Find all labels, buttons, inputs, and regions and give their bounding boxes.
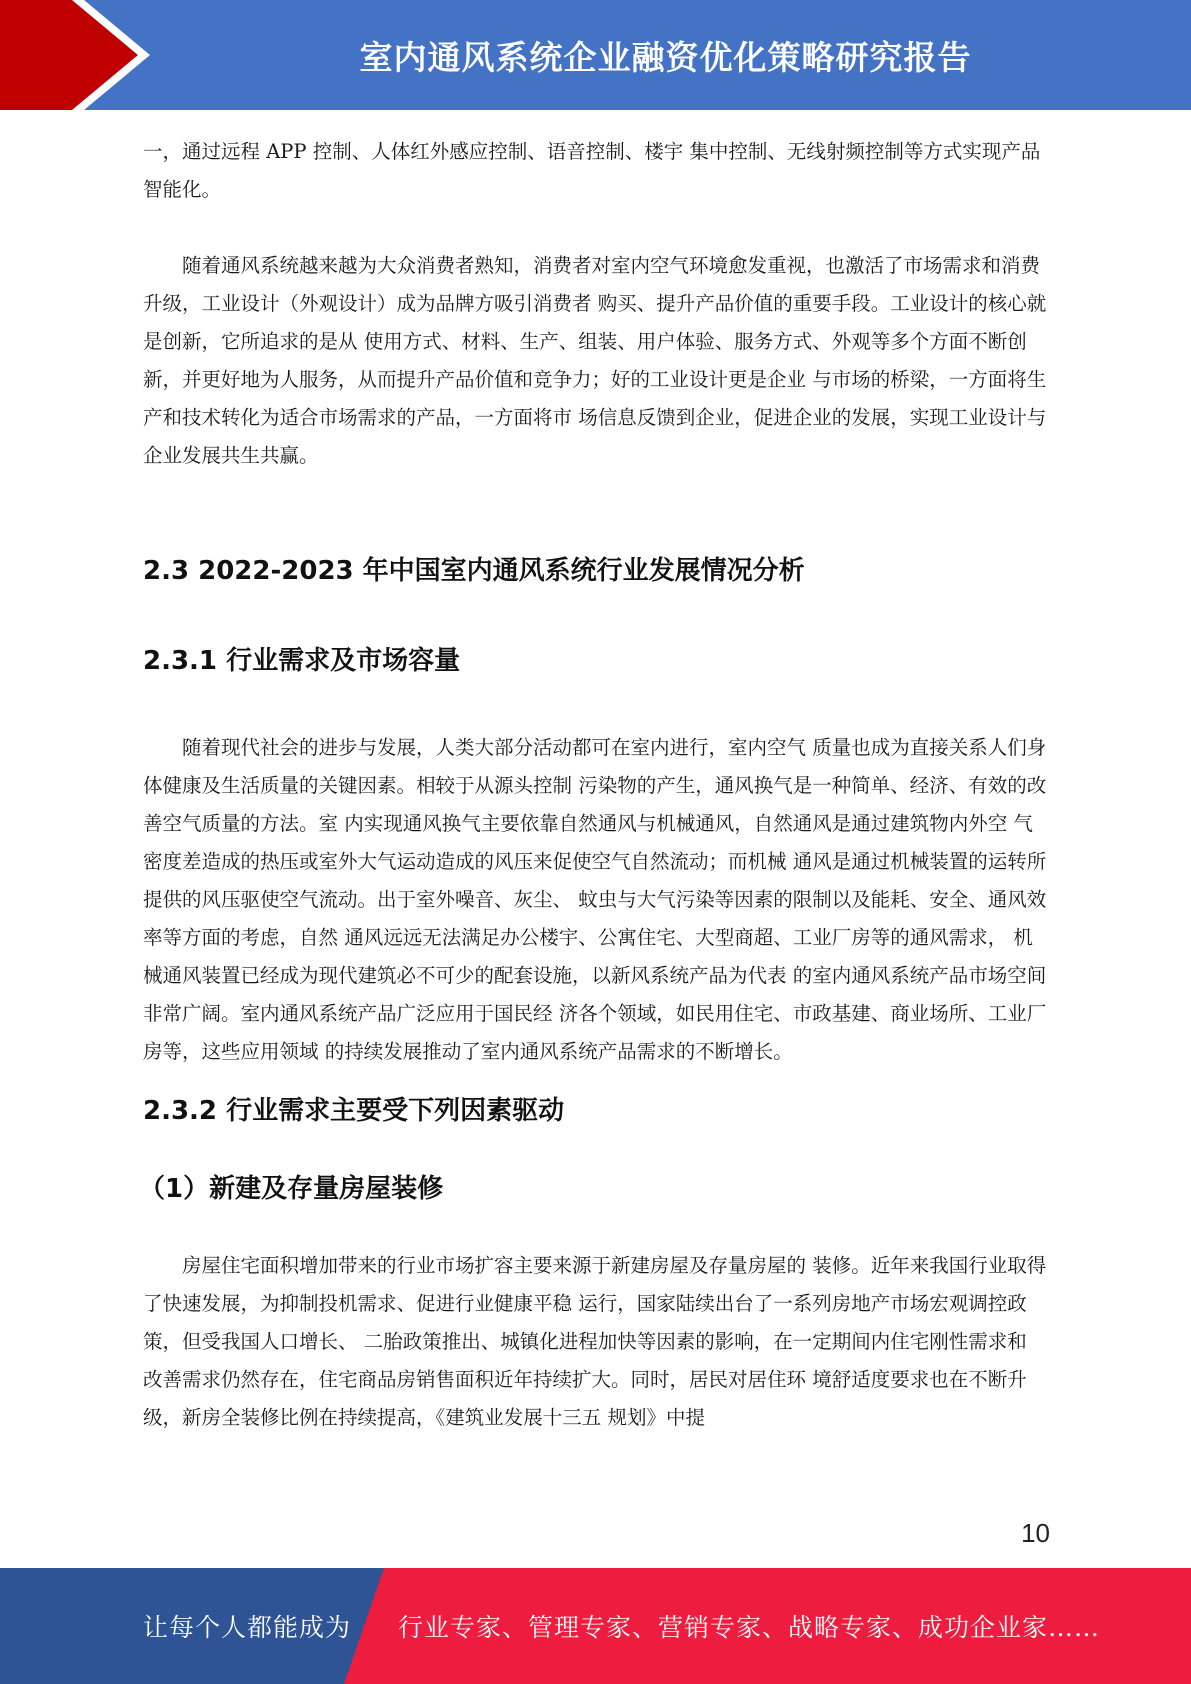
paragraph-intelligent-control: 一，通过远程 APP 控制、人体红外感应控制、语音控制、楼宇 集中控制、无线射频控制等方式实现产品智能化。	[143, 140, 1041, 201]
footer-slogan-left: 让每个人都能成为	[143, 1613, 352, 1642]
page-footer	[0, 1568, 1191, 1684]
paragraph-housing-renovation: 房屋住宅面积增加带来的行业市场扩容主要来源于新建房屋及存量房屋的 装修。近年来我国行业取得了快速发展，为抑制投机需求、促进行业健康平稳 运行，国家陆续出台了一系列房地产市场宏观调控政策，但受我国人口增长、 二胎政策推出、城镇化进程加快等因素的影响，在一定期间内住宅刚性需求和 改善需求仍然存在，住宅商品房销售面积近年持续扩大。同时，居民对居住环 境舒适度要求也在不断升级，新房全装修比例在持续提高，《建筑业发展十三五 规划》中提	[143, 1254, 1047, 1429]
report-title: 室内通风系统企业融资优化策略研究报告	[359, 37, 972, 77]
section-heading-2-3-2: 2.3.2 行业需求主要受下列因素驱动	[143, 1096, 565, 1126]
section-heading-2-3: 2.3 2022-2023 年中国室内通风系统行业发展情况分析	[143, 556, 805, 586]
header-chevron-decoration	[0, 0, 160, 110]
paragraph-market-capacity: 随着现代社会的进步与发展，人类大部分活动都可在室内进行，室内空气 质量也成为直接关系人们身体健康及生活质量的关键因素。相较于从源头控制 污染物的产生，通风换气是一种简单、经济、有效的改善空气质量的方法。室 内实现通风换气主要依靠自然通风与机械通风，自然通风是通过建筑物内外空 气密度差造成的热压或室外大气运动造成的风压来促使空气自然流动；而机械 通风是通过机械装置的运转所提供的风压驱使空气流动。出于室外噪音、灰尘、 蚊虫与大气污染等因素的限制以及能耗、安全、通风效率等方面的考虑，自然 通风远远无法满足办公楼宇、公寓住宅、大型商超、工业厂房等的通风需求， 机械通风装置已经成为现代建筑必不可少的配套设施，以新风系统产品为代表 的室内通风系统产品市场空间非常广阔。室内通风系统产品广泛应用于国民经 济各个领域，如民用住宅、市政基建、商业场所、工业厂房等，这些应用领域 的持续发展推动了室内通风系统产品需求的不断增长。	[143, 736, 1047, 1063]
document-body	[139, 133, 1048, 1437]
page-header	[0, 0, 1191, 110]
section-heading-2-3-1: 2.3.1 行业需求及市场容量	[143, 646, 461, 676]
footer-slogan-right: 行业专家、管理专家、营销专家、战略专家、成功企业家……	[398, 1613, 1101, 1642]
paragraph-industrial-design: 随着通风系统越来越为大众消费者熟知，消费者对室内空气环境愈发重视，也激活了市场需求和消费升级，工业设计（外观设计）成为品牌方吸引消费者 购买、提升产品价值的重要手段。工业设计的核心就是创新，它所追求的是从 使用方式、材料、生产、组装、用户体验、服务方式、外观等多个方面不断创 新，并更好地为人服务，从而提升产品价值和竞争力；好的工业设计更是企业 与市场的桥梁，一方面将生产和技术转化为适合市场需求的产品，一方面将市 场信息反馈到企业，促进企业的发展，实现工业设计与企业发展共生共赢。	[143, 254, 1047, 467]
page-number: 10	[1021, 1518, 1050, 1548]
subsection-heading-1: （1）新建及存量房屋装修	[139, 1174, 444, 1204]
